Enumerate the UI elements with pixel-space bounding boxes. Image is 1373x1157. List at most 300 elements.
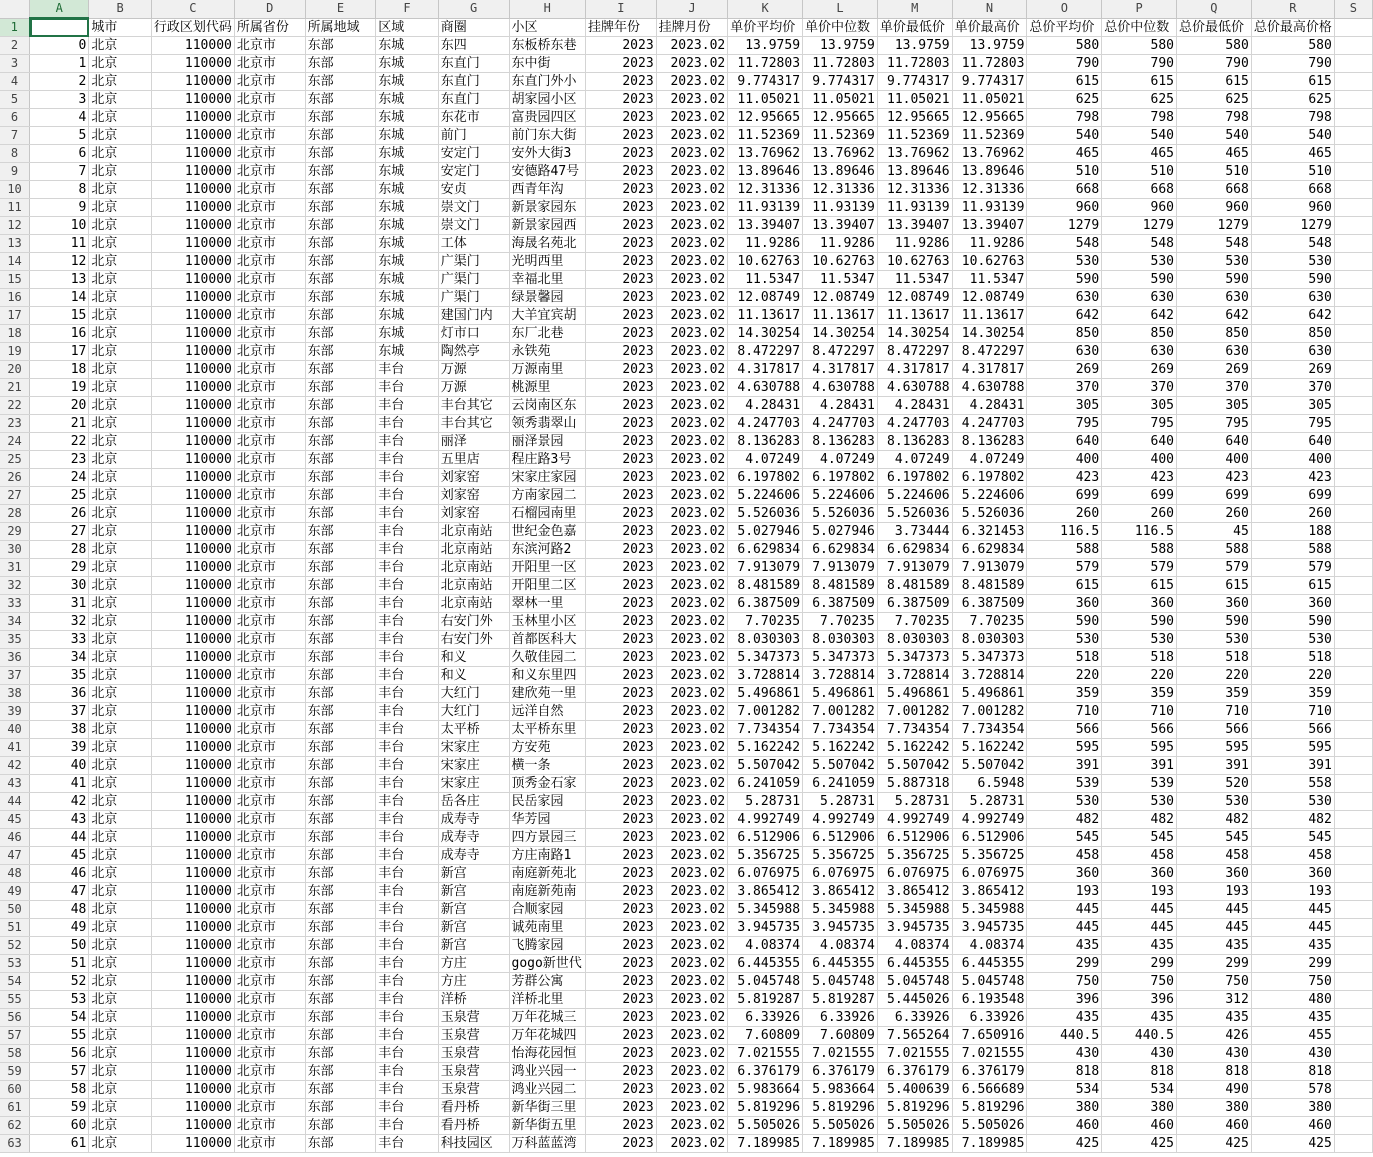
cell-a6[interactable]: 4 bbox=[30, 109, 89, 127]
cell-g28[interactable]: 刘家窑 bbox=[438, 505, 509, 523]
cell-o29[interactable]: 116.5 bbox=[1027, 523, 1102, 541]
cell-a25[interactable]: 23 bbox=[30, 451, 89, 469]
cell-r45[interactable]: 482 bbox=[1251, 811, 1334, 829]
cell-h39[interactable]: 远洋自然 bbox=[509, 703, 585, 721]
cell-f28[interactable]: 丰台 bbox=[376, 505, 439, 523]
cell-o49[interactable]: 193 bbox=[1027, 883, 1102, 901]
cell-l6[interactable]: 12.95665 bbox=[803, 109, 878, 127]
cell-h42[interactable]: 横一条 bbox=[509, 757, 585, 775]
cell-k2[interactable]: 13.9759 bbox=[728, 37, 803, 55]
cell-f52[interactable]: 丰台 bbox=[376, 937, 439, 955]
cell-l3[interactable]: 11.72803 bbox=[803, 55, 878, 73]
cell-a50[interactable]: 48 bbox=[30, 901, 89, 919]
cell-b14[interactable]: 北京 bbox=[89, 253, 152, 271]
cell-b21[interactable]: 北京 bbox=[89, 379, 152, 397]
cell-a32[interactable]: 30 bbox=[30, 577, 89, 595]
cell-m3[interactable]: 11.72803 bbox=[877, 55, 952, 73]
cell-d19[interactable]: 北京市 bbox=[234, 343, 305, 361]
cell-m22[interactable]: 4.28431 bbox=[877, 397, 952, 415]
cell-h1[interactable]: 小区 bbox=[509, 18, 585, 37]
cell-a40[interactable]: 38 bbox=[30, 721, 89, 739]
cell-a14[interactable]: 12 bbox=[30, 253, 89, 271]
cell-d10[interactable]: 北京市 bbox=[234, 181, 305, 199]
cell-d11[interactable]: 北京市 bbox=[234, 199, 305, 217]
cell-r2[interactable]: 580 bbox=[1251, 37, 1334, 55]
cell-a37[interactable]: 35 bbox=[30, 667, 89, 685]
cell-c20[interactable]: 110000 bbox=[151, 361, 234, 379]
cell-d45[interactable]: 北京市 bbox=[234, 811, 305, 829]
cell-h45[interactable]: 华芳园 bbox=[509, 811, 585, 829]
cell-h18[interactable]: 东厂北巷 bbox=[509, 325, 585, 343]
cell-g4[interactable]: 东直门 bbox=[438, 73, 509, 91]
cell-d25[interactable]: 北京市 bbox=[234, 451, 305, 469]
cell-a41[interactable]: 39 bbox=[30, 739, 89, 757]
row-header[interactable]: 24 bbox=[0, 433, 30, 451]
cell-n47[interactable]: 5.356725 bbox=[952, 847, 1027, 865]
cell-b12[interactable]: 北京 bbox=[89, 217, 152, 235]
cell-i55[interactable]: 2023 bbox=[585, 991, 656, 1009]
row-header[interactable]: 38 bbox=[0, 685, 30, 703]
cell-k35[interactable]: 8.030303 bbox=[728, 631, 803, 649]
cell-a36[interactable]: 34 bbox=[30, 649, 89, 667]
cell-j32[interactable]: 2023.02 bbox=[656, 577, 728, 595]
cell-c29[interactable]: 110000 bbox=[151, 523, 234, 541]
cell-c37[interactable]: 110000 bbox=[151, 667, 234, 685]
cell-g1[interactable]: 商圈 bbox=[438, 18, 509, 37]
cell-d40[interactable]: 北京市 bbox=[234, 721, 305, 739]
row-header[interactable]: 44 bbox=[0, 793, 30, 811]
row-header[interactable]: 7 bbox=[0, 127, 30, 145]
cell-n39[interactable]: 7.001282 bbox=[952, 703, 1027, 721]
cell-r47[interactable]: 458 bbox=[1251, 847, 1334, 865]
cell-h48[interactable]: 南庭新苑北 bbox=[509, 865, 585, 883]
cell-r32[interactable]: 615 bbox=[1251, 577, 1334, 595]
cell-a21[interactable]: 19 bbox=[30, 379, 89, 397]
cell-n26[interactable]: 6.197802 bbox=[952, 469, 1027, 487]
cell-l54[interactable]: 5.045748 bbox=[803, 973, 878, 991]
column-header-l[interactable]: L bbox=[803, 0, 878, 18]
cell-e12[interactable]: 东部 bbox=[305, 217, 376, 235]
cell-e32[interactable]: 东部 bbox=[305, 577, 376, 595]
cell-s24[interactable] bbox=[1334, 433, 1372, 451]
cell-d29[interactable]: 北京市 bbox=[234, 523, 305, 541]
cell-a19[interactable]: 17 bbox=[30, 343, 89, 361]
cell-k9[interactable]: 13.89646 bbox=[728, 163, 803, 181]
cell-l1[interactable]: 单价中位数 bbox=[803, 18, 878, 37]
cell-g43[interactable]: 宋家庄 bbox=[438, 775, 509, 793]
cell-m16[interactable]: 12.08749 bbox=[877, 289, 952, 307]
cell-i19[interactable]: 2023 bbox=[585, 343, 656, 361]
row-header[interactable]: 20 bbox=[0, 361, 30, 379]
cell-e14[interactable]: 东部 bbox=[305, 253, 376, 271]
cell-m4[interactable]: 9.774317 bbox=[877, 73, 952, 91]
cell-j25[interactable]: 2023.02 bbox=[656, 451, 728, 469]
cell-k52[interactable]: 4.08374 bbox=[728, 937, 803, 955]
cell-m52[interactable]: 4.08374 bbox=[877, 937, 952, 955]
cell-q58[interactable]: 430 bbox=[1177, 1045, 1252, 1063]
cell-o1[interactable]: 总价平均价 bbox=[1027, 18, 1102, 37]
column-header-a[interactable]: A bbox=[30, 0, 89, 18]
cell-f62[interactable]: 丰台 bbox=[376, 1117, 439, 1135]
cell-s35[interactable] bbox=[1334, 631, 1372, 649]
cell-c26[interactable]: 110000 bbox=[151, 469, 234, 487]
cell-d56[interactable]: 北京市 bbox=[234, 1009, 305, 1027]
cell-m23[interactable]: 4.247703 bbox=[877, 415, 952, 433]
row-header[interactable]: 41 bbox=[0, 739, 30, 757]
cell-a43[interactable]: 41 bbox=[30, 775, 89, 793]
cell-l53[interactable]: 6.445355 bbox=[803, 955, 878, 973]
cell-q20[interactable]: 269 bbox=[1177, 361, 1252, 379]
cell-i6[interactable]: 2023 bbox=[585, 109, 656, 127]
cell-o24[interactable]: 640 bbox=[1027, 433, 1102, 451]
cell-k27[interactable]: 5.224606 bbox=[728, 487, 803, 505]
cell-q60[interactable]: 490 bbox=[1177, 1081, 1252, 1099]
cell-i51[interactable]: 2023 bbox=[585, 919, 656, 937]
cell-i9[interactable]: 2023 bbox=[585, 163, 656, 181]
cell-i28[interactable]: 2023 bbox=[585, 505, 656, 523]
cell-p62[interactable]: 460 bbox=[1102, 1117, 1177, 1135]
cell-k17[interactable]: 11.13617 bbox=[728, 307, 803, 325]
cell-f7[interactable]: 东城 bbox=[376, 127, 439, 145]
cell-k40[interactable]: 7.734354 bbox=[728, 721, 803, 739]
cell-n48[interactable]: 6.076975 bbox=[952, 865, 1027, 883]
cell-s31[interactable] bbox=[1334, 559, 1372, 577]
cell-i44[interactable]: 2023 bbox=[585, 793, 656, 811]
cell-j46[interactable]: 2023.02 bbox=[656, 829, 728, 847]
cell-s17[interactable] bbox=[1334, 307, 1372, 325]
cell-d38[interactable]: 北京市 bbox=[234, 685, 305, 703]
cell-n25[interactable]: 4.07249 bbox=[952, 451, 1027, 469]
cell-s1[interactable] bbox=[1334, 18, 1372, 37]
cell-s56[interactable] bbox=[1334, 1009, 1372, 1027]
cell-l15[interactable]: 11.5347 bbox=[803, 271, 878, 289]
cell-o2[interactable]: 580 bbox=[1027, 37, 1102, 55]
cell-l7[interactable]: 11.52369 bbox=[803, 127, 878, 145]
cell-b62[interactable]: 北京 bbox=[89, 1117, 152, 1135]
cell-q53[interactable]: 299 bbox=[1177, 955, 1252, 973]
cell-j12[interactable]: 2023.02 bbox=[656, 217, 728, 235]
cell-l43[interactable]: 6.241059 bbox=[803, 775, 878, 793]
cell-d23[interactable]: 北京市 bbox=[234, 415, 305, 433]
cell-r42[interactable]: 391 bbox=[1251, 757, 1334, 775]
cell-l27[interactable]: 5.224606 bbox=[803, 487, 878, 505]
cell-m40[interactable]: 7.734354 bbox=[877, 721, 952, 739]
cell-k60[interactable]: 5.983664 bbox=[728, 1081, 803, 1099]
cell-d22[interactable]: 北京市 bbox=[234, 397, 305, 415]
cell-b25[interactable]: 北京 bbox=[89, 451, 152, 469]
cell-o62[interactable]: 460 bbox=[1027, 1117, 1102, 1135]
cell-r19[interactable]: 630 bbox=[1251, 343, 1334, 361]
cell-m53[interactable]: 6.445355 bbox=[877, 955, 952, 973]
cell-b30[interactable]: 北京 bbox=[89, 541, 152, 559]
cell-k53[interactable]: 6.445355 bbox=[728, 955, 803, 973]
cell-i41[interactable]: 2023 bbox=[585, 739, 656, 757]
cell-l41[interactable]: 5.162242 bbox=[803, 739, 878, 757]
cell-j7[interactable]: 2023.02 bbox=[656, 127, 728, 145]
column-header-j[interactable]: J bbox=[656, 0, 728, 18]
cell-c53[interactable]: 110000 bbox=[151, 955, 234, 973]
cell-o36[interactable]: 518 bbox=[1027, 649, 1102, 667]
cell-r4[interactable]: 615 bbox=[1251, 73, 1334, 91]
cell-l18[interactable]: 14.30254 bbox=[803, 325, 878, 343]
cell-q31[interactable]: 579 bbox=[1177, 559, 1252, 577]
cell-s53[interactable] bbox=[1334, 955, 1372, 973]
cell-m1[interactable]: 单价最低价 bbox=[877, 18, 952, 37]
cell-p9[interactable]: 510 bbox=[1102, 163, 1177, 181]
cell-c32[interactable]: 110000 bbox=[151, 577, 234, 595]
cell-k22[interactable]: 4.28431 bbox=[728, 397, 803, 415]
cell-n37[interactable]: 3.728814 bbox=[952, 667, 1027, 685]
cell-n36[interactable]: 5.347373 bbox=[952, 649, 1027, 667]
cell-d20[interactable]: 北京市 bbox=[234, 361, 305, 379]
cell-b60[interactable]: 北京 bbox=[89, 1081, 152, 1099]
cell-n49[interactable]: 3.865412 bbox=[952, 883, 1027, 901]
row-header[interactable]: 59 bbox=[0, 1063, 30, 1081]
cell-f3[interactable]: 东城 bbox=[376, 55, 439, 73]
cell-f44[interactable]: 丰台 bbox=[376, 793, 439, 811]
cell-i48[interactable]: 2023 bbox=[585, 865, 656, 883]
cell-m29[interactable]: 3.73444 bbox=[877, 523, 952, 541]
cell-j43[interactable]: 2023.02 bbox=[656, 775, 728, 793]
cell-l28[interactable]: 5.526036 bbox=[803, 505, 878, 523]
cell-r49[interactable]: 193 bbox=[1251, 883, 1334, 901]
cell-r5[interactable]: 625 bbox=[1251, 91, 1334, 109]
column-header-b[interactable]: B bbox=[89, 0, 152, 18]
cell-b46[interactable]: 北京 bbox=[89, 829, 152, 847]
cell-f51[interactable]: 丰台 bbox=[376, 919, 439, 937]
cell-i3[interactable]: 2023 bbox=[585, 55, 656, 73]
cell-r26[interactable]: 423 bbox=[1251, 469, 1334, 487]
cell-k61[interactable]: 5.819296 bbox=[728, 1099, 803, 1117]
cell-s45[interactable] bbox=[1334, 811, 1372, 829]
cell-p37[interactable]: 220 bbox=[1102, 667, 1177, 685]
cell-b43[interactable]: 北京 bbox=[89, 775, 152, 793]
row-header[interactable]: 17 bbox=[0, 307, 30, 325]
cell-p12[interactable]: 1279 bbox=[1102, 217, 1177, 235]
cell-f31[interactable]: 丰台 bbox=[376, 559, 439, 577]
cell-n30[interactable]: 6.629834 bbox=[952, 541, 1027, 559]
cell-n10[interactable]: 12.31336 bbox=[952, 181, 1027, 199]
cell-r53[interactable]: 299 bbox=[1251, 955, 1334, 973]
cell-h32[interactable]: 开阳里二区 bbox=[509, 577, 585, 595]
cell-d16[interactable]: 北京市 bbox=[234, 289, 305, 307]
cell-c35[interactable]: 110000 bbox=[151, 631, 234, 649]
cell-l17[interactable]: 11.13617 bbox=[803, 307, 878, 325]
cell-p59[interactable]: 818 bbox=[1102, 1063, 1177, 1081]
cell-s6[interactable] bbox=[1334, 109, 1372, 127]
cell-a13[interactable]: 11 bbox=[30, 235, 89, 253]
cell-f2[interactable]: 东城 bbox=[376, 37, 439, 55]
cell-i61[interactable]: 2023 bbox=[585, 1099, 656, 1117]
cell-m61[interactable]: 5.819296 bbox=[877, 1099, 952, 1117]
cell-a22[interactable]: 20 bbox=[30, 397, 89, 415]
cell-a47[interactable]: 45 bbox=[30, 847, 89, 865]
cell-e36[interactable]: 东部 bbox=[305, 649, 376, 667]
cell-r54[interactable]: 750 bbox=[1251, 973, 1334, 991]
cell-f39[interactable]: 丰台 bbox=[376, 703, 439, 721]
cell-q22[interactable]: 305 bbox=[1177, 397, 1252, 415]
cell-i34[interactable]: 2023 bbox=[585, 613, 656, 631]
cell-r56[interactable]: 435 bbox=[1251, 1009, 1334, 1027]
row-header[interactable]: 51 bbox=[0, 919, 30, 937]
cell-j2[interactable]: 2023.02 bbox=[656, 37, 728, 55]
cell-k1[interactable]: 单价平均价 bbox=[728, 18, 803, 37]
cell-o48[interactable]: 360 bbox=[1027, 865, 1102, 883]
cell-c5[interactable]: 110000 bbox=[151, 91, 234, 109]
cell-j54[interactable]: 2023.02 bbox=[656, 973, 728, 991]
cell-o54[interactable]: 750 bbox=[1027, 973, 1102, 991]
cell-p51[interactable]: 445 bbox=[1102, 919, 1177, 937]
cell-n40[interactable]: 7.734354 bbox=[952, 721, 1027, 739]
cell-p36[interactable]: 518 bbox=[1102, 649, 1177, 667]
cell-k38[interactable]: 5.496861 bbox=[728, 685, 803, 703]
cell-s19[interactable] bbox=[1334, 343, 1372, 361]
cell-h20[interactable]: 万源南里 bbox=[509, 361, 585, 379]
cell-f13[interactable]: 东城 bbox=[376, 235, 439, 253]
cell-l9[interactable]: 13.89646 bbox=[803, 163, 878, 181]
cell-m8[interactable]: 13.76962 bbox=[877, 145, 952, 163]
cell-p8[interactable]: 465 bbox=[1102, 145, 1177, 163]
cell-b58[interactable]: 北京 bbox=[89, 1045, 152, 1063]
cell-q50[interactable]: 445 bbox=[1177, 901, 1252, 919]
row-header[interactable]: 16 bbox=[0, 289, 30, 307]
cell-c55[interactable]: 110000 bbox=[151, 991, 234, 1009]
cell-l21[interactable]: 4.630788 bbox=[803, 379, 878, 397]
row-header[interactable]: 2 bbox=[0, 37, 30, 55]
cell-l44[interactable]: 5.28731 bbox=[803, 793, 878, 811]
cell-s41[interactable] bbox=[1334, 739, 1372, 757]
cell-m7[interactable]: 11.52369 bbox=[877, 127, 952, 145]
row-header[interactable]: 58 bbox=[0, 1045, 30, 1063]
cell-g15[interactable]: 广渠门 bbox=[438, 271, 509, 289]
cell-g9[interactable]: 安定门 bbox=[438, 163, 509, 181]
cell-h3[interactable]: 东中街 bbox=[509, 55, 585, 73]
cell-j10[interactable]: 2023.02 bbox=[656, 181, 728, 199]
cell-i15[interactable]: 2023 bbox=[585, 271, 656, 289]
cell-r50[interactable]: 445 bbox=[1251, 901, 1334, 919]
cell-c28[interactable]: 110000 bbox=[151, 505, 234, 523]
cell-a60[interactable]: 58 bbox=[30, 1081, 89, 1099]
cell-o45[interactable]: 482 bbox=[1027, 811, 1102, 829]
cell-d32[interactable]: 北京市 bbox=[234, 577, 305, 595]
cell-a46[interactable]: 44 bbox=[30, 829, 89, 847]
cell-k39[interactable]: 7.001282 bbox=[728, 703, 803, 721]
cell-p15[interactable]: 590 bbox=[1102, 271, 1177, 289]
row-header[interactable]: 52 bbox=[0, 937, 30, 955]
cell-p21[interactable]: 370 bbox=[1102, 379, 1177, 397]
cell-g37[interactable]: 和义 bbox=[438, 667, 509, 685]
row-header[interactable]: 39 bbox=[0, 703, 30, 721]
cell-b39[interactable]: 北京 bbox=[89, 703, 152, 721]
cell-b50[interactable]: 北京 bbox=[89, 901, 152, 919]
cell-c48[interactable]: 110000 bbox=[151, 865, 234, 883]
cell-s25[interactable] bbox=[1334, 451, 1372, 469]
cell-i20[interactable]: 2023 bbox=[585, 361, 656, 379]
cell-k48[interactable]: 6.076975 bbox=[728, 865, 803, 883]
cell-n56[interactable]: 6.33926 bbox=[952, 1009, 1027, 1027]
cell-l14[interactable]: 10.62763 bbox=[803, 253, 878, 271]
cell-k50[interactable]: 5.345988 bbox=[728, 901, 803, 919]
cell-i16[interactable]: 2023 bbox=[585, 289, 656, 307]
cell-i43[interactable]: 2023 bbox=[585, 775, 656, 793]
cell-s36[interactable] bbox=[1334, 649, 1372, 667]
cell-h33[interactable]: 翠林一里 bbox=[509, 595, 585, 613]
cell-j49[interactable]: 2023.02 bbox=[656, 883, 728, 901]
cell-f43[interactable]: 丰台 bbox=[376, 775, 439, 793]
cell-s38[interactable] bbox=[1334, 685, 1372, 703]
cell-r39[interactable]: 710 bbox=[1251, 703, 1334, 721]
cell-i47[interactable]: 2023 bbox=[585, 847, 656, 865]
cell-q43[interactable]: 520 bbox=[1177, 775, 1252, 793]
cell-m10[interactable]: 12.31336 bbox=[877, 181, 952, 199]
cell-b11[interactable]: 北京 bbox=[89, 199, 152, 217]
cell-q40[interactable]: 566 bbox=[1177, 721, 1252, 739]
cell-o47[interactable]: 458 bbox=[1027, 847, 1102, 865]
cell-f19[interactable]: 东城 bbox=[376, 343, 439, 361]
cell-r46[interactable]: 545 bbox=[1251, 829, 1334, 847]
cell-p28[interactable]: 260 bbox=[1102, 505, 1177, 523]
cell-c54[interactable]: 110000 bbox=[151, 973, 234, 991]
cell-l5[interactable]: 11.05021 bbox=[803, 91, 878, 109]
cell-s7[interactable] bbox=[1334, 127, 1372, 145]
cell-s51[interactable] bbox=[1334, 919, 1372, 937]
cell-i7[interactable]: 2023 bbox=[585, 127, 656, 145]
cell-m24[interactable]: 8.136283 bbox=[877, 433, 952, 451]
cell-e49[interactable]: 东部 bbox=[305, 883, 376, 901]
cell-b3[interactable]: 北京 bbox=[89, 55, 152, 73]
cell-n14[interactable]: 10.62763 bbox=[952, 253, 1027, 271]
cell-h47[interactable]: 方庄南路1 bbox=[509, 847, 585, 865]
cell-o41[interactable]: 595 bbox=[1027, 739, 1102, 757]
cell-i38[interactable]: 2023 bbox=[585, 685, 656, 703]
cell-s50[interactable] bbox=[1334, 901, 1372, 919]
cell-s29[interactable] bbox=[1334, 523, 1372, 541]
cell-f41[interactable]: 丰台 bbox=[376, 739, 439, 757]
cell-n31[interactable]: 7.913079 bbox=[952, 559, 1027, 577]
cell-i56[interactable]: 2023 bbox=[585, 1009, 656, 1027]
cell-h11[interactable]: 新景家园东 bbox=[509, 199, 585, 217]
cell-o21[interactable]: 370 bbox=[1027, 379, 1102, 397]
cell-d55[interactable]: 北京市 bbox=[234, 991, 305, 1009]
row-header[interactable]: 63 bbox=[0, 1135, 30, 1153]
cell-l16[interactable]: 12.08749 bbox=[803, 289, 878, 307]
cell-p42[interactable]: 391 bbox=[1102, 757, 1177, 775]
cell-b27[interactable]: 北京 bbox=[89, 487, 152, 505]
cell-b61[interactable]: 北京 bbox=[89, 1099, 152, 1117]
cell-e53[interactable]: 东部 bbox=[305, 955, 376, 973]
cell-c50[interactable]: 110000 bbox=[151, 901, 234, 919]
cell-q37[interactable]: 220 bbox=[1177, 667, 1252, 685]
cell-o39[interactable]: 710 bbox=[1027, 703, 1102, 721]
cell-o56[interactable]: 435 bbox=[1027, 1009, 1102, 1027]
cell-f34[interactable]: 丰台 bbox=[376, 613, 439, 631]
cell-a15[interactable]: 13 bbox=[30, 271, 89, 289]
cell-k8[interactable]: 13.76962 bbox=[728, 145, 803, 163]
cell-d51[interactable]: 北京市 bbox=[234, 919, 305, 937]
cell-o12[interactable]: 1279 bbox=[1027, 217, 1102, 235]
cell-r34[interactable]: 590 bbox=[1251, 613, 1334, 631]
cell-a53[interactable]: 51 bbox=[30, 955, 89, 973]
cell-p58[interactable]: 430 bbox=[1102, 1045, 1177, 1063]
cell-a34[interactable]: 32 bbox=[30, 613, 89, 631]
cell-j4[interactable]: 2023.02 bbox=[656, 73, 728, 91]
cell-i29[interactable]: 2023 bbox=[585, 523, 656, 541]
cell-i2[interactable]: 2023 bbox=[585, 37, 656, 55]
cell-b34[interactable]: 北京 bbox=[89, 613, 152, 631]
cell-s28[interactable] bbox=[1334, 505, 1372, 523]
cell-a42[interactable]: 40 bbox=[30, 757, 89, 775]
cell-e23[interactable]: 东部 bbox=[305, 415, 376, 433]
